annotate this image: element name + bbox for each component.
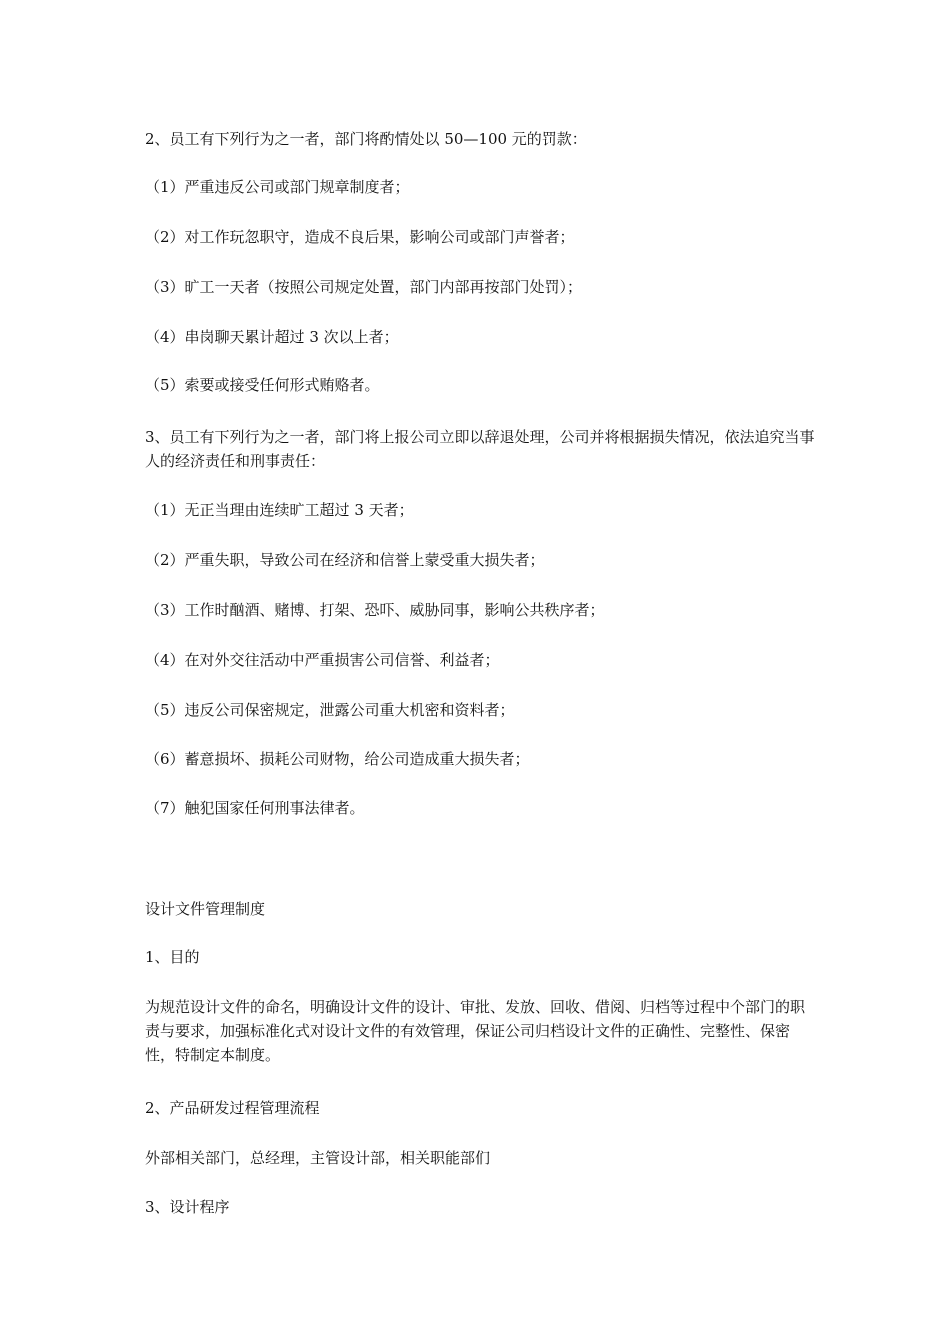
list-item: （4）串岗聊天累计超过 3 次以上者； [145,328,399,346]
paragraph-dismissal-rule: 3、员工有下列行为之一者，部门将上报公司立即以辞退处理，公司并将根据损失情况，依法追究当事人的经济责任和刑事责任： [145,428,815,470]
section-heading: 2、产品研发过程管理流程 [145,1099,320,1117]
paragraph-departments: 外部相关部门，总经理，主管设计部，相关职能部们 [145,1149,491,1167]
list-item: （1）无正当理由连续旷工超过 3 天者； [145,501,414,519]
section-heading: 3、设计程序 [145,1198,230,1216]
list-item: （1）严重违反公司或部门规章制度者； [145,178,410,196]
paragraph-fine-rule: 2、员工有下列行为之一者，部门将酌情处以 50—100 元的罚款： [145,130,587,148]
list-item: （2）对工作玩忽职守，造成不良后果，影响公司或部门声誉者； [145,228,575,246]
list-item: （3）工作时酗酒、赌博、打架、恐吓、威胁同事，影响公共秩序者； [145,601,605,619]
list-item: （2）严重失职，导致公司在经济和信誉上蒙受重大损失者； [145,551,545,569]
list-item: （6）蓄意损坏、损耗公司财物，给公司造成重大损失者； [145,750,530,768]
section-heading: 1、目的 [145,948,200,966]
list-item: （5）违反公司保密规定，泄露公司重大机密和资料者； [145,701,515,719]
list-item: （5）索要或接受任何形式贿赂者。 [145,376,380,394]
list-item: （7）触犯国家任何刑事法律者。 [145,799,365,817]
section-title: 设计文件管理制度 [145,900,266,918]
list-item: （3）旷工一天者（按照公司规定处置，部门内部再按部门处罚）； [145,278,583,296]
paragraph-purpose: 为规范设计文件的命名，明确设计文件的设计、审批、发放、回收、借阅、归档等过程中个部门的职责与要求，加强标准化式对设计文件的有效管理，保证公司归档设计文件的正确性、完整性、保密性，特制定本制度。 [145,998,806,1064]
list-item: （4）在对外交往活动中严重损害公司信誉、利益者； [145,651,500,669]
